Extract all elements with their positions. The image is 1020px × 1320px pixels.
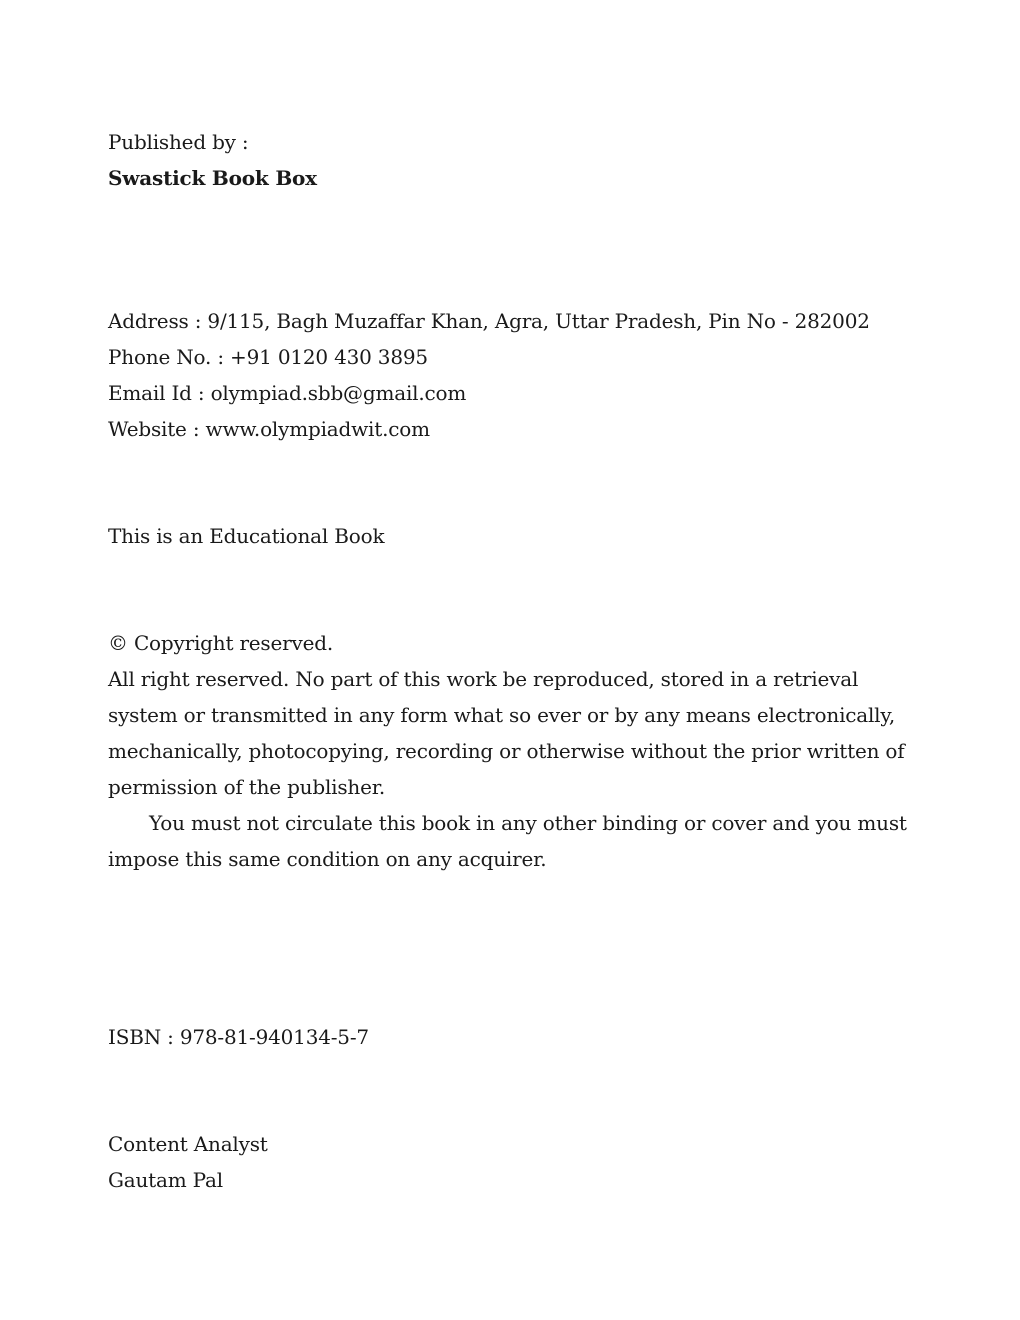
publisher-name: Swastick Book Box: [108, 166, 317, 190]
educational-note: This is an Educational Book: [108, 524, 385, 548]
copyright-text: [108, 661, 923, 877]
circulation-paragraph: You must not circulate this book in any other binding or cover and you must impose this same condition on any acquirer.: [108, 811, 907, 871]
phone-line: Phone No. : +91 0120 430 3895: [108, 345, 428, 369]
copyright-heading: © Copyright reserved.: [108, 631, 333, 655]
copyright-paragraph: All right reserved. No part of this work be reproduced, stored in a retrieval system or transmitted in any form what so ever or by any means electronically, mechanically, photocopying, recording or otherwise without the prior written of permission of the publisher.: [108, 667, 905, 799]
content-analyst-name: Gautam Pal: [108, 1168, 223, 1192]
email-line: Email Id : olympiad.sbb@gmail.com: [108, 381, 467, 405]
isbn-line: ISBN : 978-81-940134-5-7: [108, 1025, 369, 1049]
published-by-label: Published by :: [108, 130, 249, 154]
address-line: Address : 9/115, Bagh Muzaffar Khan, Agra, Uttar Pradesh, Pin No - 282002: [108, 309, 870, 333]
website-line: Website : www.olympiadwit.com: [108, 417, 430, 441]
content-analyst-label: Content Analyst: [108, 1132, 268, 1156]
